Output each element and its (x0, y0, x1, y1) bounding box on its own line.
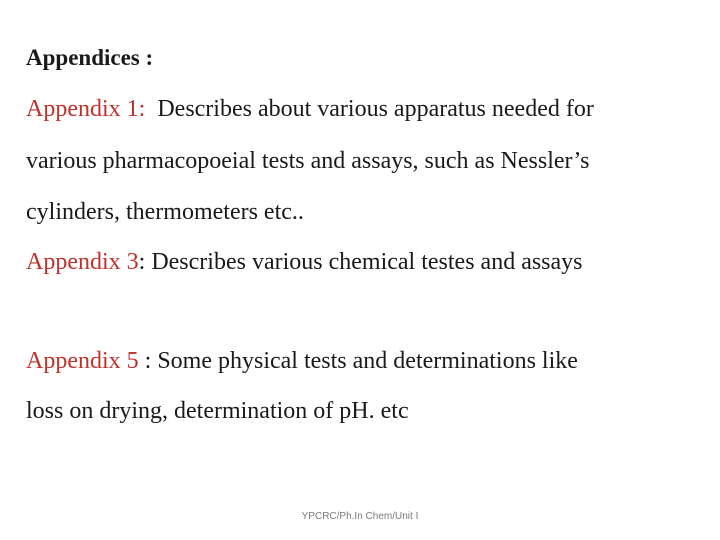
appendix-1-line-3: cylinders, thermometers etc.. (26, 199, 304, 225)
appendix-1-text: Describes about various apparatus needed for (157, 96, 594, 122)
appendix-5-line-1 (26, 347, 578, 375)
slide-heading: Appendices : (26, 45, 154, 70)
appendix-5-label: Appendix 5 (26, 348, 145, 374)
appendix-5-text: : Some physical tests and determinations like (144, 348, 578, 374)
appendix-1-gap (145, 96, 157, 122)
appendix-1-line-1 (26, 95, 594, 123)
appendix-1-line-2: various pharmacopoeial tests and assays, such as Nessler’s (26, 148, 590, 174)
appendix-1-label: Appendix 1: (26, 96, 146, 122)
slide-footer: YPCRC/Ph.In Chem/Unit I (301, 511, 419, 522)
appendix-3-text: : Describes various chemical testes and assays (138, 249, 583, 275)
appendix-3-line (26, 248, 583, 276)
appendix-5-line-2: loss on drying, determination of pH. etc (26, 398, 409, 424)
appendix-3-label: Appendix 3 (26, 249, 139, 275)
